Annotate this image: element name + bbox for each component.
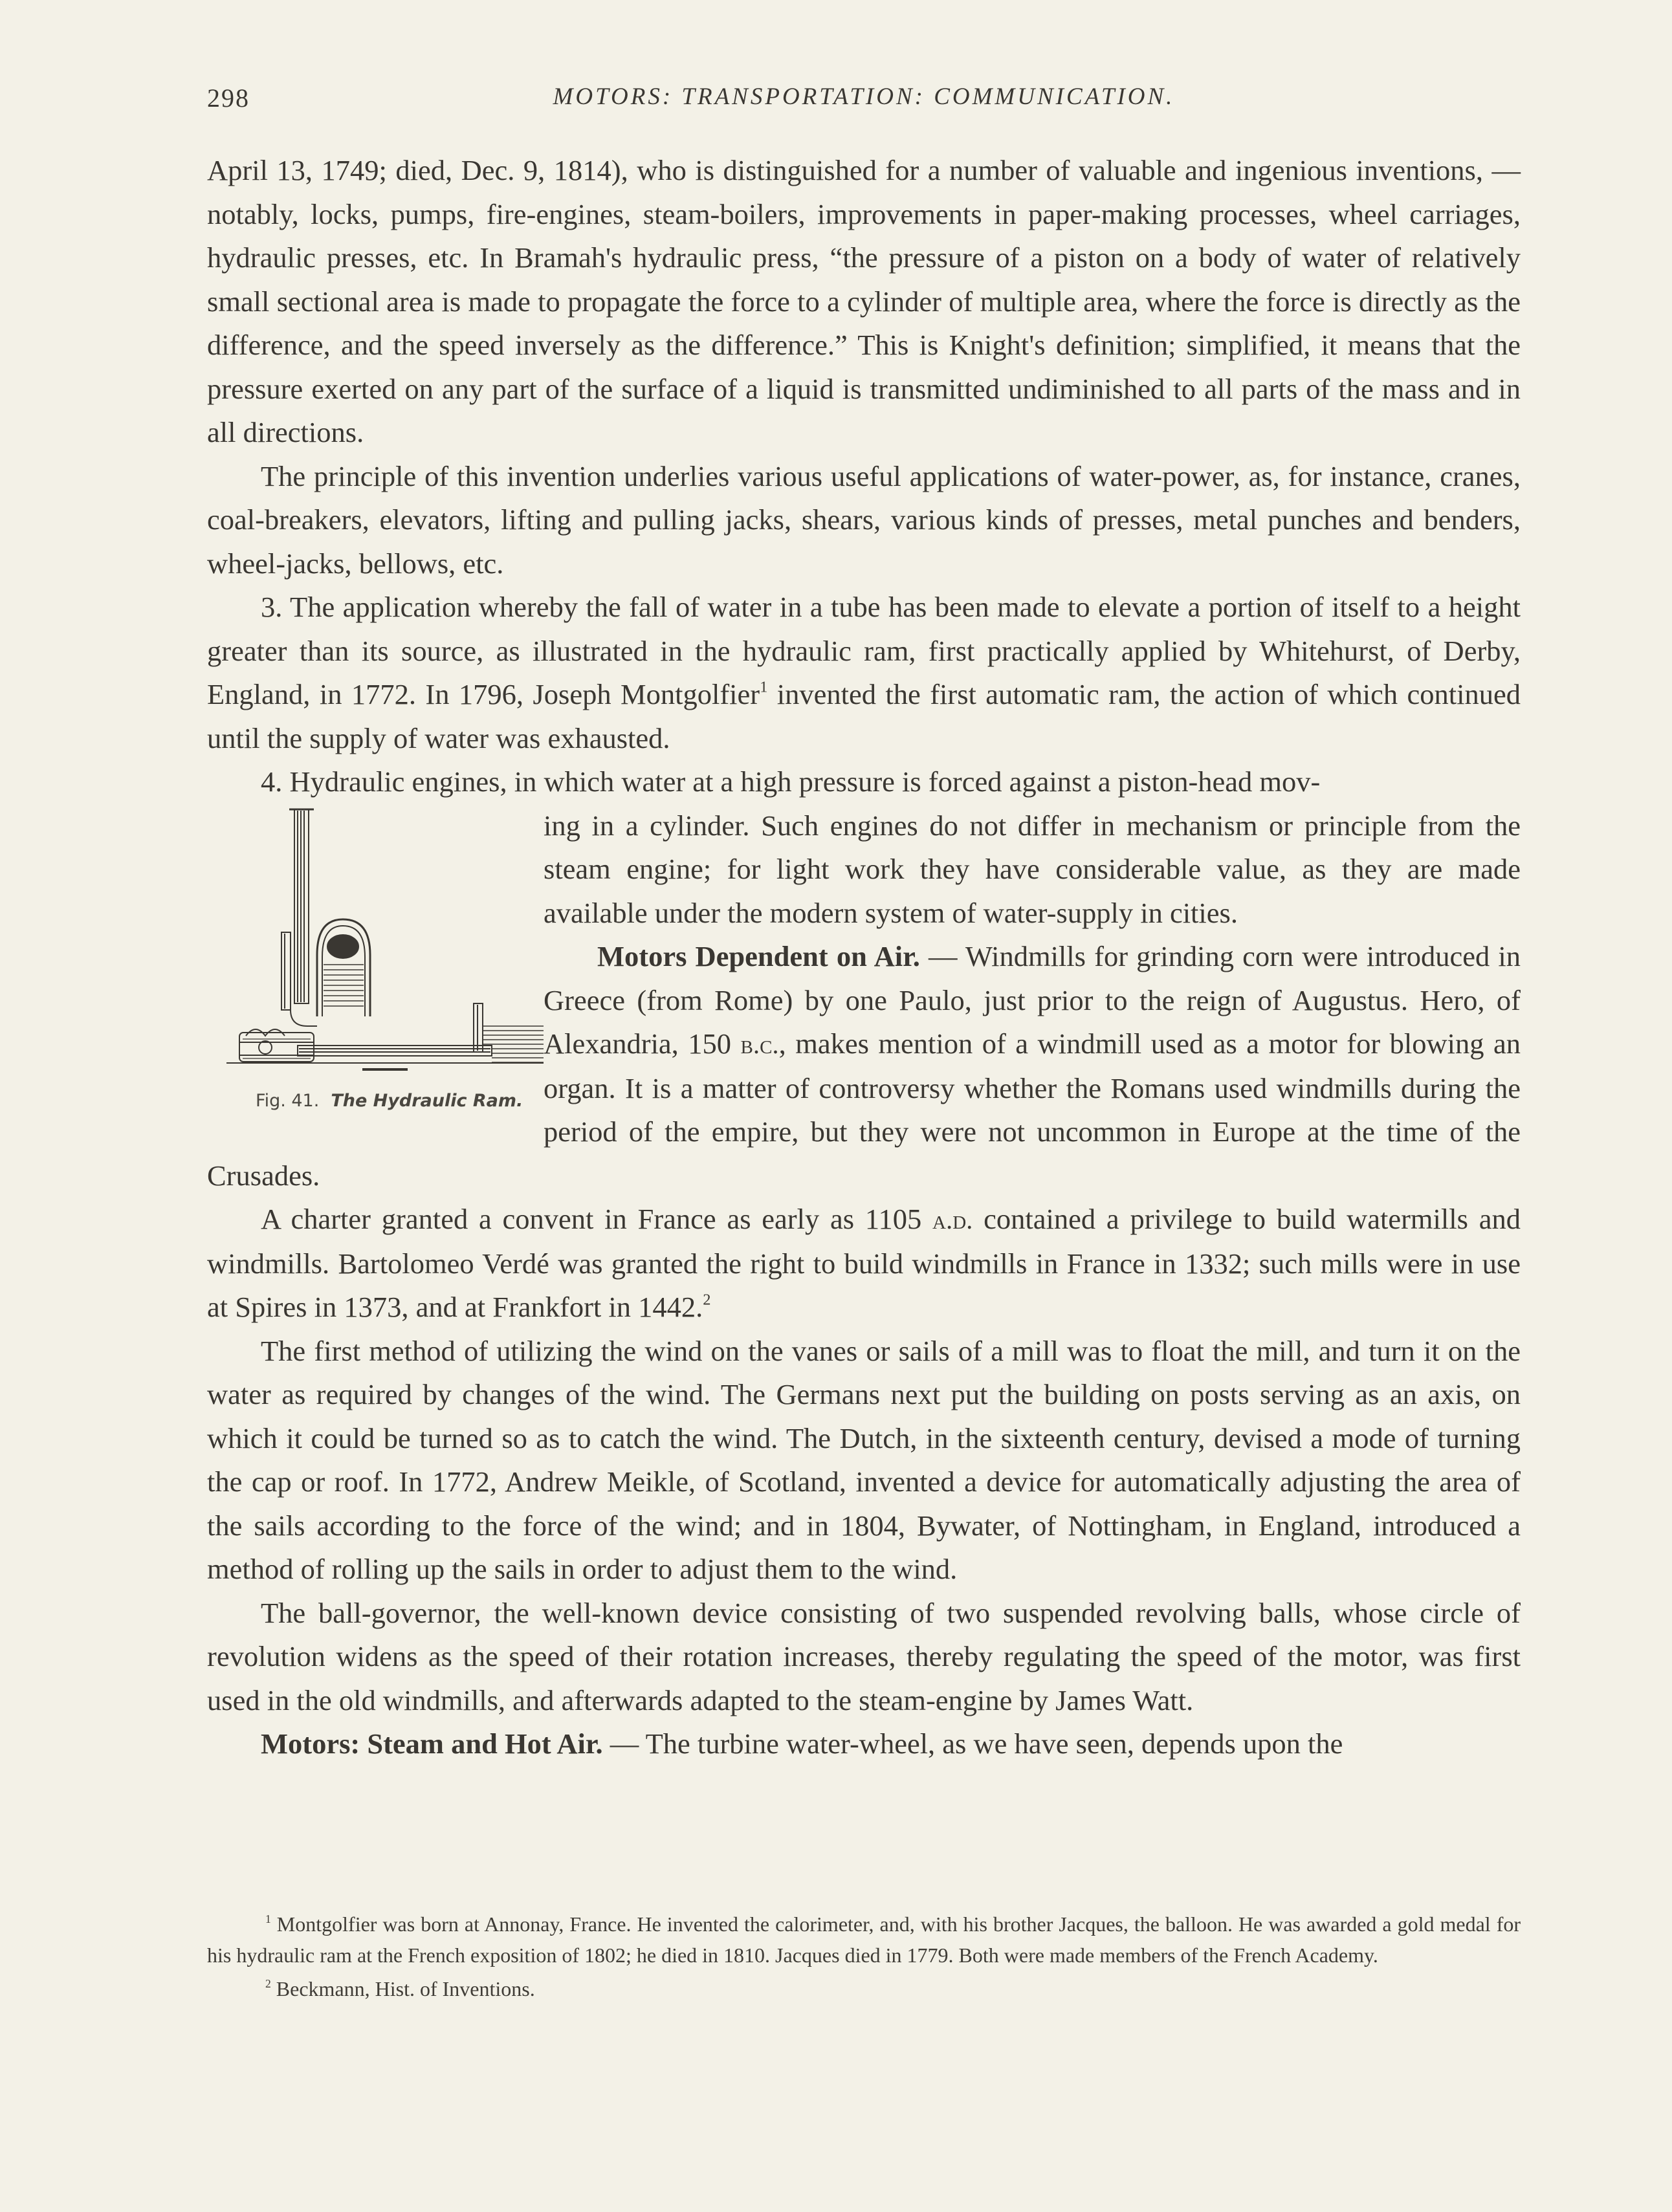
era-ad: a.d. xyxy=(932,1205,973,1234)
paragraph-5-text-a: — Windmills for grinding corn were introduced in Greece (from Rome) by one Paulo, just prior to the reign of Augustus. Hero, of Alexandria, 150 xyxy=(544,940,1521,1060)
paragraph-4-rest: ing in a cylinder. Such engines do not differ in mechanism or principle from the steam engine; for light work they have considerable value, as they are made available under the modern system of water-supply in cities. xyxy=(544,809,1521,929)
footnote-1-text: Montgolfier was born at Annonay, France. He invented the calorimeter, and, with his brother Jacques, the balloon. He was awarded a gold medal for his hydraulic ram at the French exposition of 1802; he died in 1810. Jacques died in 1779. Both were made members of the French Academy. xyxy=(207,1912,1521,1967)
hydraulic-ram-illustration xyxy=(220,803,544,1075)
figure-caption xyxy=(256,1079,553,1123)
footnote-1 xyxy=(207,1909,1521,1971)
figure-label: Fig. 41. xyxy=(256,1090,320,1111)
footnote-ref-2: 2 xyxy=(703,1291,711,1309)
paragraph-9 xyxy=(207,1722,1521,1766)
paragraph-3 xyxy=(207,586,1521,760)
section-heading-air: Motors Dependent on Air. xyxy=(597,940,920,972)
paragraph-6 xyxy=(207,1198,1521,1330)
paragraph-7: The first method of utilizing the wind on the vanes or sails of a mill was to float the mill, and turn it on the water as required by changes of the wind. The Germans next put the building on posts serving as an axis, on which it could be turned so as to catch the wind. The Dutch, in the sixteenth century, devised a mode of turning the cap or roof. In 1772, Andrew Meikle, of Scotland, invented a device for automatically adjusting the area of the sails according to the force of the wind; and in 1804, Bywater, of Nottingham, in England, introduced a method of rolling up the sails in order to adjust them to the wind. xyxy=(207,1334,1521,1585)
footnote-1-mark: 1 xyxy=(265,1912,271,1925)
figure-41 xyxy=(207,804,544,1154)
footnote-ref-1: 1 xyxy=(760,678,768,696)
page-number: 298 xyxy=(207,83,250,113)
paragraph-6-text-a: A charter granted a convent in France as early as 1105 xyxy=(261,1203,933,1235)
running-head: MOTORS: TRANSPORTATION: COMMUNICATION. xyxy=(553,83,1175,110)
paragraph-8: The ball-governor, the well-known device consisting of two suspended revolving balls, whose circle of revolution widens as the speed of their rotation increases, thereby regulating the speed of the motor, was first used in the old windmills, and afterwards adapted to the steam-engine by James Watt. xyxy=(207,1596,1521,1716)
paragraph-4-first-line: 4. Hydraulic engines, in which water at a high pressure is forced against a piston-head mov- xyxy=(261,765,1321,798)
footnote-2 xyxy=(207,1973,1521,2004)
section-heading-steam: Motors: Steam and Hot Air. xyxy=(261,1727,603,1760)
era-bc: b.c. xyxy=(740,1030,779,1059)
paragraph-3-text-a: 3. The application whereby the fall of water in a tube has been made to elevate a portion of itself to a height greater than its source, as illustrated in the hydraulic ram, first practically applied by Whitehurst, of Derby, England, in 1772. In 1796, Joseph Montgolfier xyxy=(207,591,1521,710)
footnotes xyxy=(207,1909,1521,2004)
paragraph-3-text-b: invented the first automatic ram, the action of which continued until the supply of water was exhausted. xyxy=(207,678,1521,754)
paragraph-6-text-b: contained a privilege to build watermills and windmills. Bartolomeo Verdé was granted the right to build windmills in France in 1332; such mills were in use at Spires in 1373, and at Frankfort in 1442. xyxy=(207,1203,1521,1323)
body-text xyxy=(207,149,1521,1766)
paragraph-2: The principle of this invention underlies various useful applications of water-power, as, for instance, cranes, coal-breakers, elevators, lifting and pulling jacks, shears, various kinds of presses, metal punches and benders, wheel-jacks, bellows, etc. xyxy=(207,459,1521,580)
paragraph-5-text-b: , makes mention of a windmill used as a motor for blowing an organ. It is a matter of controversy whether the Romans used windmills during the period of the empire, but they were not uncommon in Europe at the time of the Crusades. xyxy=(207,1027,1521,1192)
figure-title: The Hydraulic Ram. xyxy=(331,1090,523,1111)
paragraph-9-text: — The turbine water-wheel, as we have seen, depends upon the xyxy=(602,1727,1343,1760)
page-header xyxy=(207,83,1521,122)
paragraph-1: April 13, 1749; died, Dec. 9, 1814), who is distinguished for a number of valuable and ingenious inventions, — notably, locks, pumps, fire-engines, steam-boilers, improvements in paper-making processes, wheel carriages, hydraulic presses, etc. In Bramah's hydraulic press, “the pressure of a piston on a body of water of relatively small sectional area is made to propagate the force to a cylinder of multiple area, where the force is directly as the difference, and the speed inversely as the difference.” This is Knight's definition; simplified, it means that the pressure exerted on any part of the surface of a liquid is transmitted undiminished to all parts of the mass and in all directions. xyxy=(207,154,1521,448)
footnote-2-text: Beckmann, Hist. of Inventions. xyxy=(270,1977,535,2000)
footnote-2-mark: 2 xyxy=(265,1977,271,1990)
